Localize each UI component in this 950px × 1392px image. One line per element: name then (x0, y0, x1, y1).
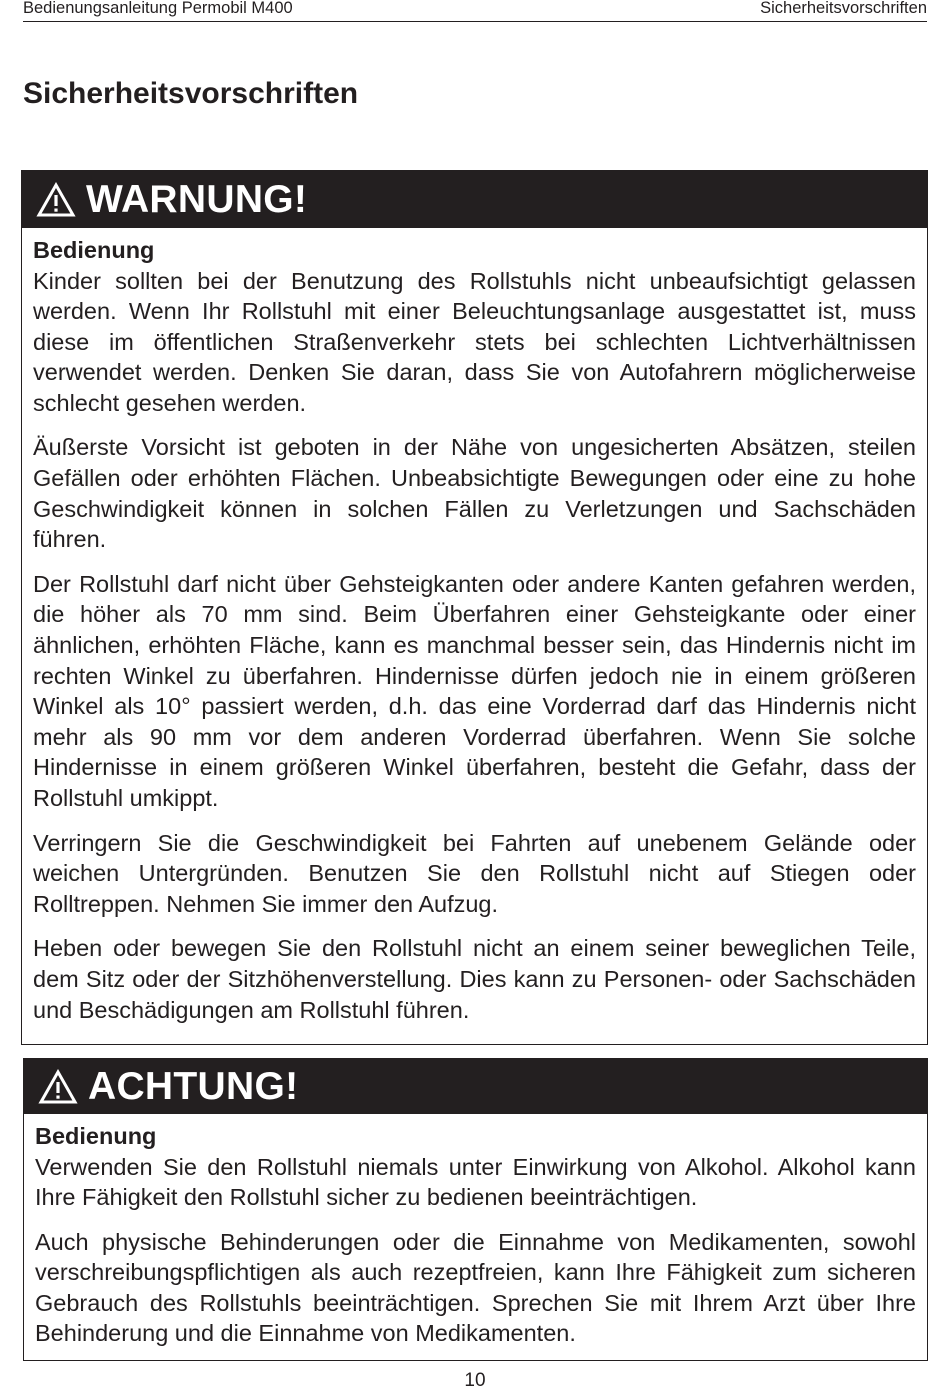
document-title: Bedienungsanleitung Permobil M400 (23, 0, 293, 17)
warning-banner (22, 171, 927, 228)
caution-body (24, 1114, 927, 1349)
caution-banner (24, 1059, 927, 1114)
warning-paragraph: Verringern Sie die Geschwindigkeit bei Fahrten auf unebenem Gelände oder weichen Untergründen. Benutzen Sie den Rollstuhl nicht auf Stiegen oder Rolltreppen. Nehmen Sie immer den Aufzug. (33, 829, 916, 917)
caution-heading: ACHTUNG! (88, 1064, 299, 1108)
warning-paragraph: Der Rollstuhl darf nicht über Gehsteigkanten oder andere Kanten gefahren werden, die höher als 70 mm sind. Beim Überfahren einer Gehsteigkante oder einer ähnlichen, erhöhten Fläche, kann es manchmal besser sein, das Hindernis nicht im rechten Winkel zu überfahren. Hindernisse dürfen jedoch nie in einem größeren Winkel als 10° passiert werden, d.h. das eine Vorderrad darf das Hindernis nicht mehr als 90 mm vor dem anderen Vorderrad überfahren. Wenn Sie solche Hindernisse in einem größeren Winkel überfahren, besteht die Gefahr, dass der Rollstuhl umkippt. (33, 570, 916, 811)
warning-triangle-icon (38, 1069, 78, 1105)
warning-paragraph: Äußerste Vorsicht ist geboten in der Nähe von ungesicherten Absätzen, steilen Gefällen oder erhöhten Flächen. Unbeabsichtigte Bewegungen oder eine zu hohe Geschwindigkeit können in solchen Fällen zu Verletzungen und Sachschäden führen. (33, 434, 916, 553)
warning-paragraph: Heben oder bewegen Sie den Rollstuhl nicht an einem seiner beweglichen Teile, dem Sitz oder der Sitzhöhenverstellung. Dies kann zu Personen- oder Sachschäden und Beschädigungen am Rollstuhl führen. (33, 935, 916, 1023)
warning-box (21, 170, 928, 1045)
running-header (23, 0, 927, 22)
warning-body (22, 228, 927, 1025)
page-number: 10 (464, 1370, 486, 1391)
section-name: Sicherheitsvorschriften (760, 0, 927, 17)
warning-subheading: Bedienung (33, 237, 155, 263)
warning-paragraph: Kinder sollten bei der Benutzung des Rollstuhls nicht unbeaufsichtigt gelassen werden. Wenn Ihr Rollstuhl mit einer Beleuchtungsanlage ausgestattet ist, muss diese im öffentlichen Straßenverkehr stets bei schlechten Lichtverhältnissen verwendet werden. Denken Sie daran, dass Sie von Autofahrern möglicherweise schlecht gesehen werden. (33, 267, 916, 416)
warning-triangle-icon (36, 182, 76, 218)
caution-subheading: Bedienung (35, 1123, 157, 1149)
caution-box (23, 1058, 928, 1361)
caution-paragraph: Verwenden Sie den Rollstuhl niemals unter Einwirkung von Alkohol. Alkohol kann Ihre Fähigkeit den Rollstuhl sicher zu bedienen beeinträchtigen. (35, 1153, 916, 1211)
warning-heading: WARNUNG! (86, 177, 308, 221)
page-title: Sicherheitsvorschriften (23, 77, 359, 110)
caution-paragraph: Auch physische Behinderungen oder die Einnahme von Medikamenten, sowohl verschreibungspflichtigen als auch rezeptfreien, kann Ihre Fähigkeit zum sicheren Gebrauch des Rollstuhls beeinträchtigen. Sprechen Sie mit Ihrem Arzt über Ihre Behinderung und die Einnahme von Medikamenten. (35, 1228, 916, 1347)
